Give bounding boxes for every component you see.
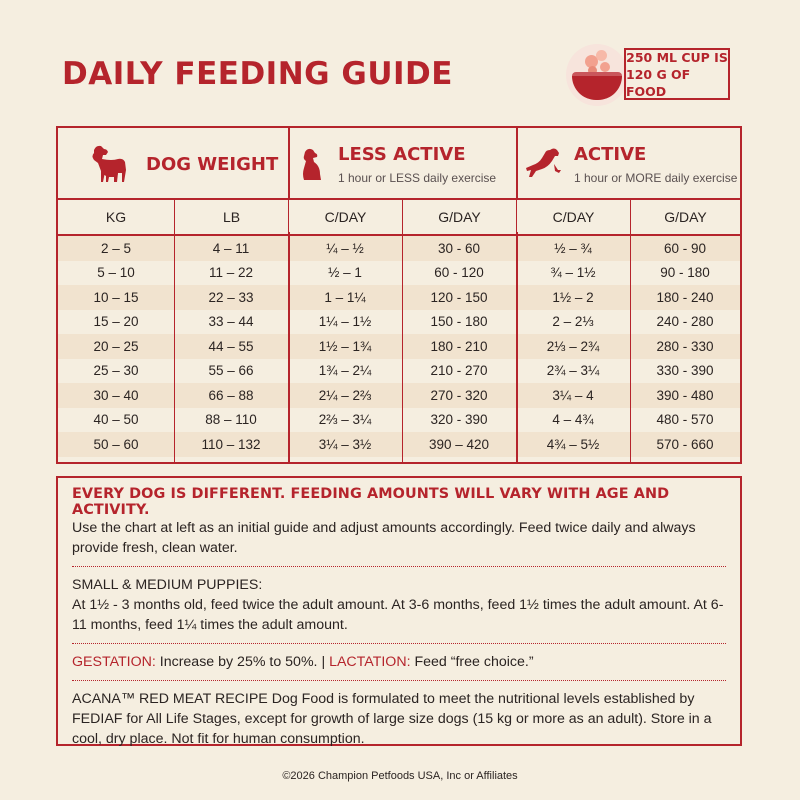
col-less-grams: G/DAY	[402, 200, 516, 234]
table-row	[58, 432, 740, 457]
cell-less-grams: 60 - 120	[434, 265, 484, 281]
table-row	[58, 261, 740, 286]
table-row	[58, 285, 740, 310]
cell-active-grams: 330 - 390	[656, 363, 714, 379]
column-divider	[288, 232, 290, 462]
cell-active-cups: 4¾ – 5½	[546, 436, 600, 452]
formulation-statement: ACANA™ RED MEAT RECIPE Dog Food is formulated to meet the nutritional levels established by FEDIAF for All Life Stages, except for growth of large size dogs (15 kg or more as an adult). Store in a cool, dry place. Not fit for human consumption.	[72, 691, 712, 747]
cell-less-grams: 320 - 390	[430, 412, 488, 428]
feeding-notes	[56, 476, 742, 746]
cell-less-cups: 2¼ – 2⅔	[318, 387, 372, 403]
gestation-text: Increase by 25% to 50%. |	[155, 654, 330, 670]
gestation-lactation	[72, 652, 726, 672]
cell-kg: 40 – 50	[93, 412, 139, 428]
cell-less-cups: 2⅔ – 3¼	[318, 412, 372, 428]
col-kg: KG	[105, 209, 127, 225]
cell-active-cups: ¾ – 1½	[550, 265, 596, 281]
dotted-divider	[72, 680, 726, 681]
cell-less-grams: 180 - 210	[430, 338, 488, 354]
cell-kg: 25 – 30	[93, 363, 139, 379]
cell-active-grams: 90 - 180	[660, 265, 710, 281]
table-row	[58, 236, 740, 261]
column-divider	[402, 232, 403, 462]
cell-kg: 10 – 15	[93, 289, 139, 305]
notes-headline: EVERY DOG IS DIFFERENT. FEEDING AMOUNTS WILL VARY WITH AGE AND ACTIVITY.	[72, 486, 670, 518]
cell-active-cups: 4 – 4¾	[552, 412, 594, 428]
cell-lb: 22 – 33	[208, 289, 254, 305]
cell-lb: 33 – 44	[208, 314, 254, 330]
sitting-dog-icon	[300, 148, 322, 182]
cell-active-grams: 390 - 480	[656, 387, 714, 403]
cell-active-cups: 2 – 2⅓	[552, 314, 594, 330]
less-active-subtitle: 1 hour or LESS daily exercise	[338, 171, 497, 185]
cell-kg: 20 – 25	[93, 338, 139, 354]
lactation-label: LACTATION:	[329, 654, 411, 670]
cell-less-cups: 3¼ – 3½	[318, 436, 372, 452]
cell-kg: 15 – 20	[93, 314, 139, 330]
puppies-text: At 1½ - 3 months old, feed twice the adult amount. At 3-6 months, feed 1½ times the adult amount. At 6-11 months, feed 1¼ times the adult amount.	[72, 597, 724, 633]
cell-less-grams: 150 - 180	[430, 314, 488, 330]
table-row	[58, 310, 740, 335]
copyright-footer: ©2026 Champion Petfoods USA, Inc or Affiliates	[282, 770, 518, 782]
puppies-label: SMALL & MEDIUM PUPPIES:	[72, 577, 263, 593]
cell-active-cups: 3¼ – 4	[552, 387, 594, 403]
cell-active-grams: 180 - 240	[656, 289, 714, 305]
table-row	[58, 383, 740, 408]
cell-less-cups: 1 – 1¼	[324, 289, 366, 305]
less-active-title: LESS ACTIVE	[338, 144, 466, 165]
cell-lb: 55 – 66	[208, 363, 254, 379]
active-title: ACTIVE	[574, 144, 647, 165]
cup-conversion-note	[624, 48, 730, 100]
table-body	[58, 236, 740, 457]
cell-less-cups: ¼ – ½	[326, 240, 364, 256]
cell-active-grams: 280 - 330	[656, 338, 714, 354]
cell-less-grams: 270 - 320	[430, 387, 488, 403]
cell-lb: 88 – 110	[205, 412, 257, 428]
cell-active-cups: 2⅓ – 2¾	[546, 338, 600, 354]
table-row	[58, 334, 740, 359]
food-bowl-icon	[566, 44, 628, 106]
feeding-table	[56, 126, 742, 464]
col-less-cups: C/DAY	[288, 200, 402, 234]
cell-active-grams: 240 - 280	[656, 314, 714, 330]
cup-note-line2: 120 G OF FOOD	[626, 66, 691, 99]
header-dog-weight	[58, 128, 288, 198]
dotted-divider	[72, 643, 726, 644]
cell-active-cups: 1½ – 2	[552, 289, 594, 305]
cell-lb: 66 – 88	[208, 387, 254, 403]
page-title: DAILY FEEDING GUIDE	[62, 56, 453, 92]
column-divider	[516, 232, 518, 462]
cell-less-cups: 1½ – 1¾	[318, 338, 372, 354]
header-less-active	[288, 128, 518, 198]
cell-kg: 30 – 40	[93, 387, 139, 403]
cell-less-grams: 210 - 270	[430, 363, 488, 379]
dogs-icon	[88, 144, 132, 184]
cell-less-grams: 390 – 420	[428, 436, 490, 452]
cell-lb: 11 – 22	[208, 265, 254, 281]
active-subtitle: 1 hour or MORE daily exercise	[574, 171, 738, 185]
cell-active-grams: 480 - 570	[656, 412, 714, 428]
col-active-cups: C/DAY	[516, 200, 630, 234]
playing-dog-icon	[524, 146, 564, 182]
gestation-label: GESTATION:	[72, 654, 156, 670]
cell-less-cups: 1¾ – 2¼	[318, 363, 372, 379]
cell-less-grams: 120 - 150	[430, 289, 488, 305]
col-active-grams: G/DAY	[630, 200, 740, 234]
cell-less-grams: 30 - 60	[437, 240, 481, 256]
cell-lb: 44 – 55	[208, 338, 254, 354]
header-active	[516, 128, 742, 198]
notes-intro: Use the chart at left as an initial guide and adjust amounts accordingly. Feed twice daily and always provide fresh, clean water.	[72, 520, 696, 556]
cell-lb: 4 – 11	[212, 240, 250, 256]
cell-kg: 2 – 5	[100, 240, 132, 256]
column-headers	[58, 198, 740, 236]
dog-weight-title: DOG WEIGHT	[146, 154, 279, 175]
cell-active-grams: 60 - 90	[663, 240, 707, 256]
dotted-divider	[72, 566, 726, 567]
cell-less-cups: ½ – 1	[328, 265, 362, 281]
cell-active-cups: 2¾ – 3¼	[546, 363, 600, 379]
cup-note-line1: 250 ML CUP IS	[626, 49, 728, 65]
table-row	[58, 359, 740, 384]
cell-active-grams: 570 - 660	[656, 436, 714, 452]
cell-lb: 110 – 132	[201, 436, 261, 452]
table-row	[58, 408, 740, 433]
cell-kg: 5 – 10	[97, 265, 135, 281]
cell-kg: 50 – 60	[93, 436, 139, 452]
column-divider	[630, 232, 631, 462]
cell-active-cups: ½ – ¾	[554, 240, 592, 256]
column-divider	[174, 232, 175, 462]
cell-less-cups: 1¼ – 1½	[318, 314, 372, 330]
lactation-text: Feed “free choice.”	[410, 654, 534, 670]
col-lb: LB	[174, 200, 288, 234]
